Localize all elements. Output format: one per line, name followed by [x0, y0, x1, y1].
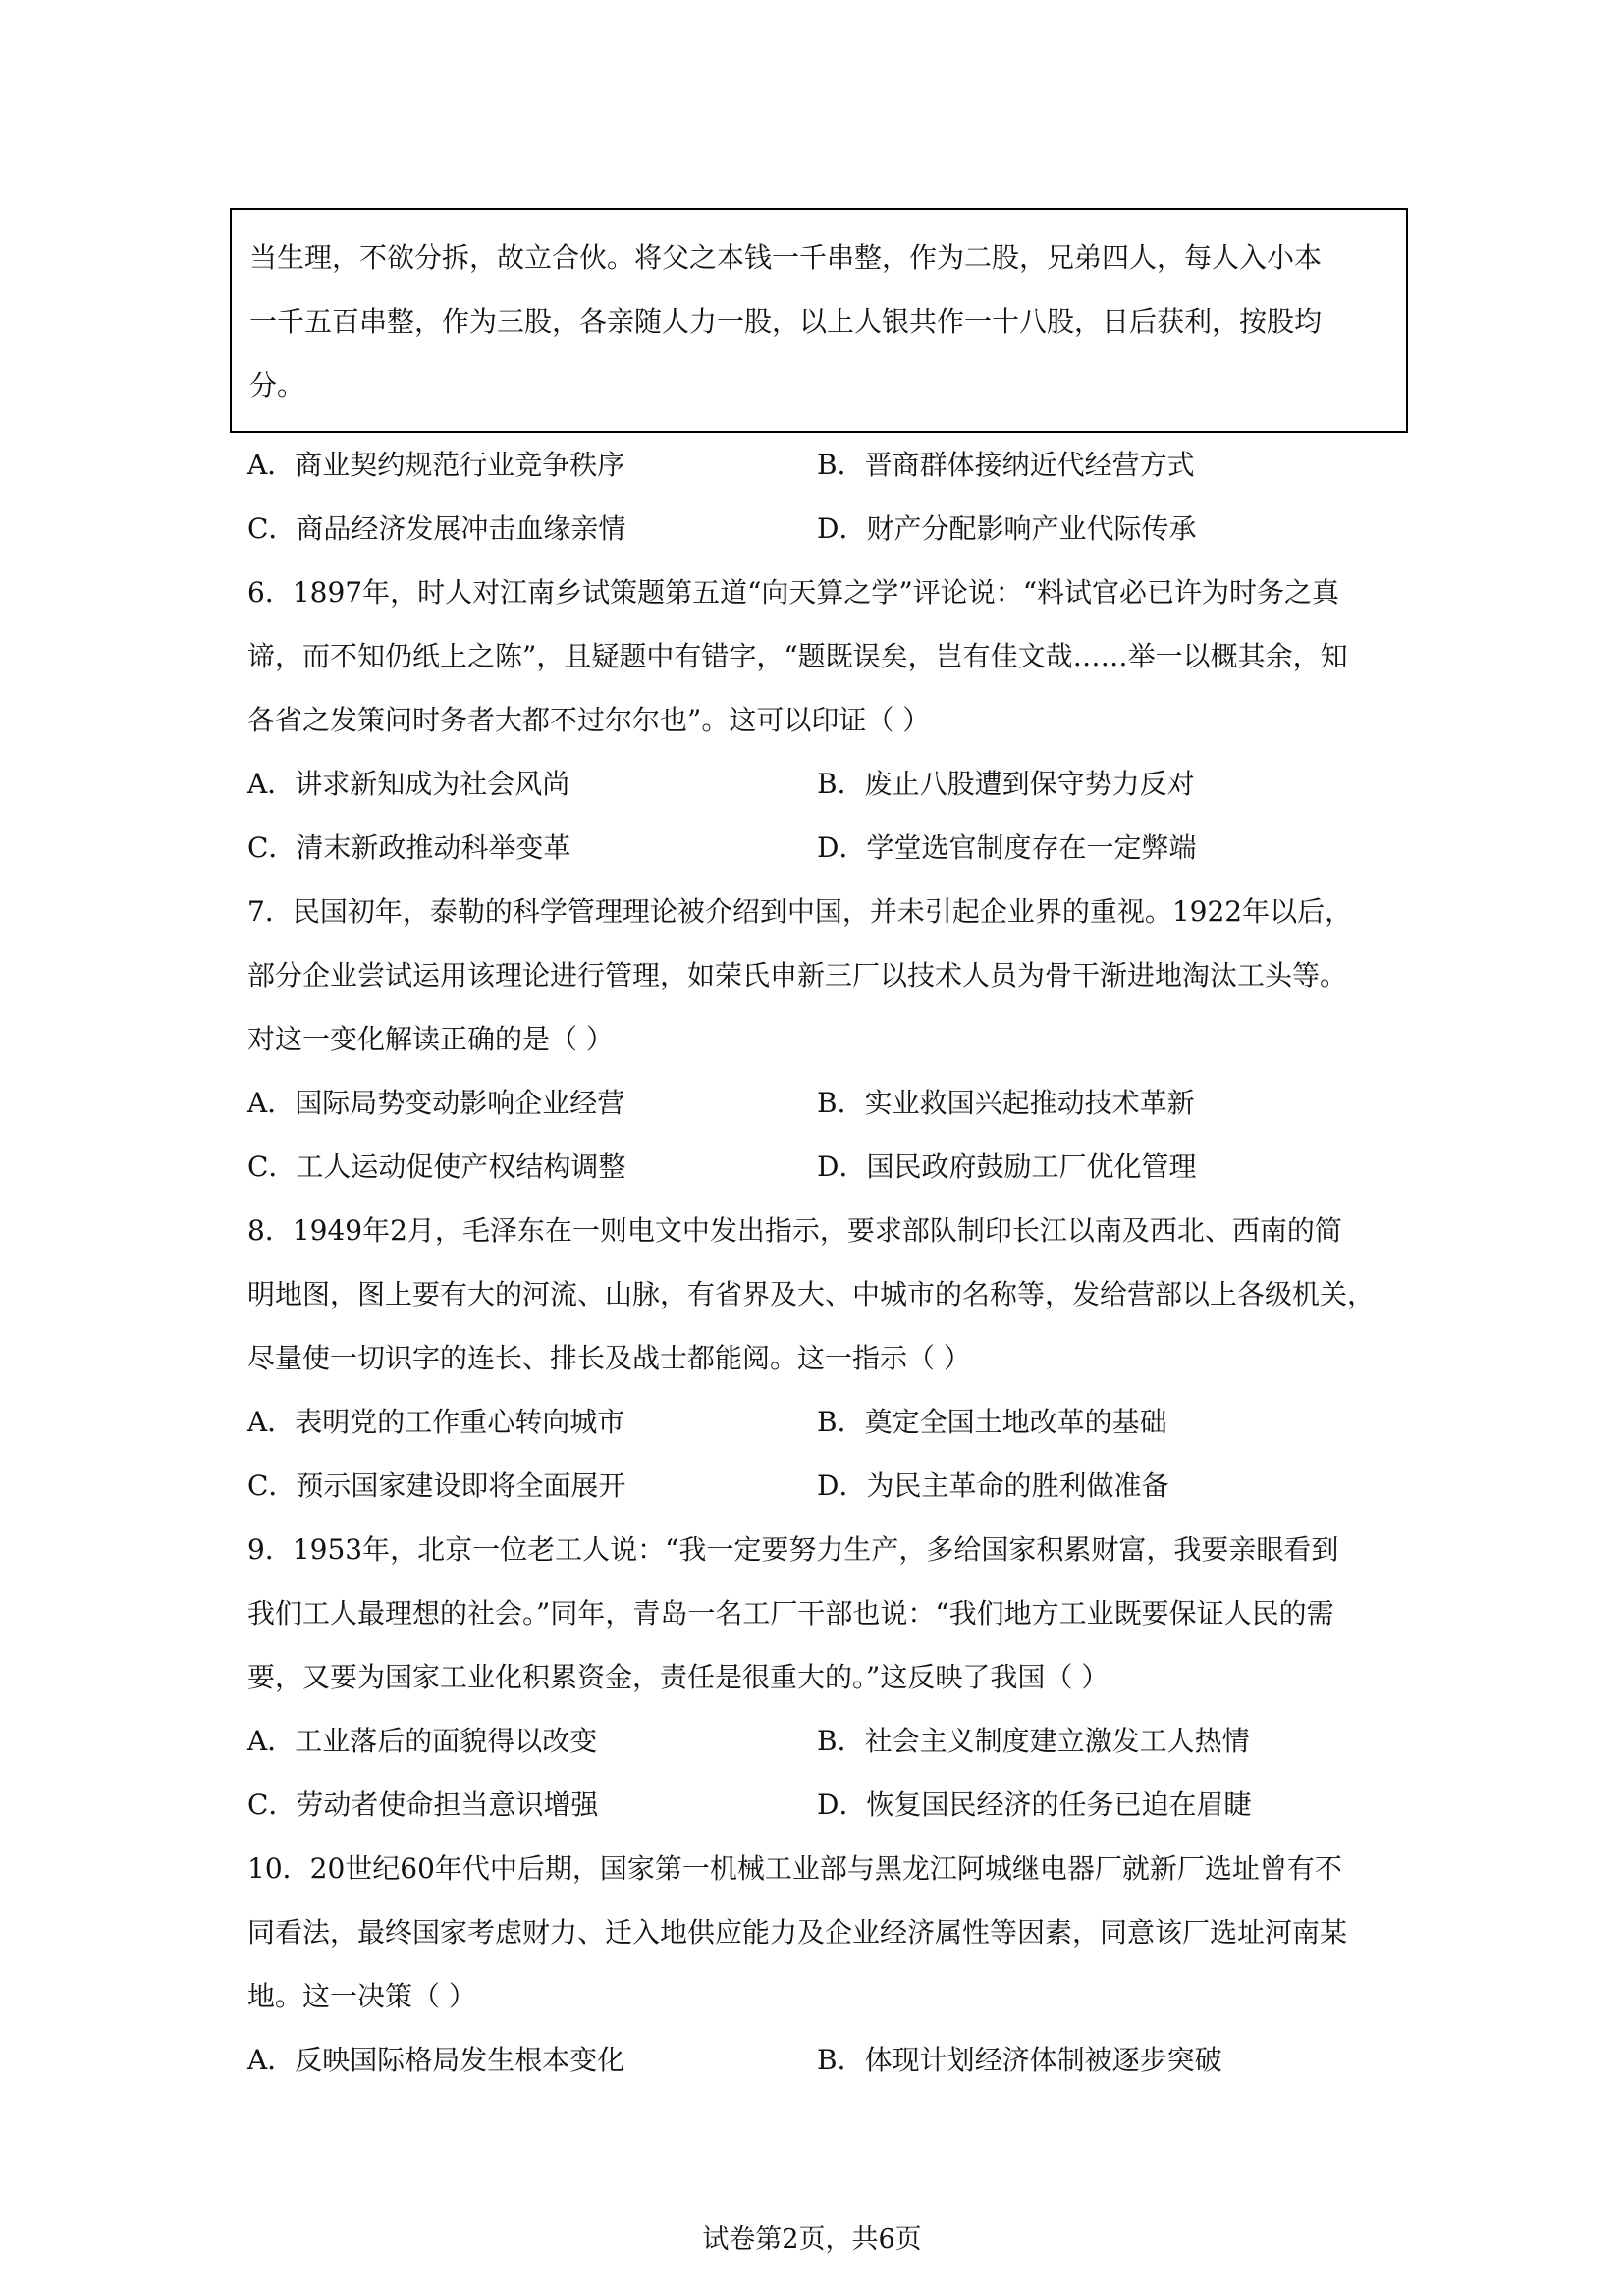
- option-row: [247, 497, 1386, 561]
- question-line: 地。这一决策（ ）: [247, 1980, 476, 2012]
- question-line: 6．1897年，时人对江南乡试策题第五道“向天算之学”评论说：“料试官必已许为时务之真: [247, 576, 1340, 609]
- question-line: 明地图，图上要有大的河流、山脉，有省界及大、中城市的名称等，发给营部以上各级机关，: [247, 1278, 1376, 1310]
- option-row: [247, 816, 1386, 880]
- question-6: [247, 561, 1386, 880]
- question-line: 10．20世纪60年代中后期，国家第一机械工业部与黑龙江阿城继电器厂就新厂选址曾有不: [247, 1852, 1342, 1885]
- option-row: [247, 752, 1386, 816]
- option-c: C．劳动者使命担当意识增强: [247, 1789, 599, 1821]
- question-line: 同看法，最终国家考虑财力、迁入地供应能力及企业经济属性等因素，同意该厂选址河南某: [247, 1916, 1348, 1949]
- question-line: 部分企业尝试运用该理论进行管理，如荣氏申新三厂以技术人员为骨干渐进地淘汰工头等。: [247, 959, 1348, 991]
- option-a: A．国际局势变动影响企业经营: [247, 1087, 625, 1119]
- option-c: C．清末新政推动科举变革: [247, 831, 571, 864]
- option-row: [247, 1071, 1386, 1135]
- option-a: A．反映国际格局发生根本变化: [247, 2044, 625, 2076]
- option-row: [247, 433, 1386, 497]
- option-row: [247, 1454, 1386, 1518]
- option-d: D．恢复国民经济的任务已迫在眉睫: [817, 1789, 1252, 1821]
- question-line: 谛，而不知仍纸上之陈”，且疑题中有错字，“题既误矣，岂有佳文哉……举一以概其余，知: [247, 640, 1348, 672]
- option-b: B．晋商群体接纳近代经营方式: [817, 449, 1195, 481]
- option-a: A．工业落后的面貌得以改变: [247, 1725, 598, 1757]
- option-c: C．工人运动促使产权结构调整: [247, 1150, 626, 1183]
- question-9: [247, 1518, 1386, 1837]
- option-b: B．体现计划经济体制被逐步突破: [817, 2044, 1222, 2076]
- option-a: A．讲求新知成为社会风尚: [247, 768, 570, 800]
- option-row: [247, 1773, 1386, 1837]
- passage-line: 当生理，不欲分拆，故立合伙。将父之本钱一千串整，作为二股，兄弟四人，每人入小本: [249, 241, 1323, 274]
- option-c: C．商品经济发展冲击血缘亲情: [247, 512, 626, 545]
- passage-box: [230, 208, 1408, 433]
- question-line: 9．1953年，北京一位老工人说：“我一定要努力生产，多给国家积累财富，我要亲眼看到: [247, 1533, 1339, 1566]
- option-b: B．奠定全国土地改革的基础: [817, 1406, 1167, 1438]
- option-b: B．废止八股遭到保守势力反对: [817, 768, 1195, 800]
- question-5-options: [247, 433, 1386, 561]
- option-b: B．社会主义制度建立激发工人热情: [817, 1725, 1250, 1757]
- page-content: [247, 208, 1386, 2092]
- option-b: B．实业救国兴起推动技术革新: [817, 1087, 1195, 1119]
- question-10: [247, 1837, 1386, 2092]
- question-line: 我们工人最理想的社会。”同年，青岛一名工厂干部也说：“我们地方工业既要保证人民的需: [247, 1597, 1334, 1629]
- page-footer: 试卷第2页，共6页: [702, 2224, 922, 2255]
- option-a: A．商业契约规范行业竞争秩序: [247, 449, 625, 481]
- question-line: 8．1949年2月，毛泽东在一则电文中发出指示，要求部队制印长江以南及西北、西南的简: [247, 1214, 1342, 1247]
- question-line: 7．民国初年，泰勒的科学管理理论被介绍到中国，并未引起企业界的重视。1922年以后，: [247, 895, 1353, 928]
- question-line: 各省之发策问时务者大都不过尔尔也”。这可以印证（ ）: [247, 704, 931, 736]
- option-d: D．国民政府鼓励工厂优化管理: [817, 1150, 1197, 1183]
- option-d: D．为民主革命的胜利做准备: [817, 1469, 1169, 1502]
- option-row: [247, 1390, 1386, 1454]
- passage-line: 分。: [249, 369, 305, 401]
- option-a: A．表明党的工作重心转向城市: [247, 1406, 625, 1438]
- question-7: [247, 880, 1386, 1199]
- option-d: D．学堂选官制度存在一定弊端: [817, 831, 1197, 864]
- option-row: [247, 2028, 1386, 2092]
- option-row: [247, 1709, 1386, 1773]
- option-d: D．财产分配影响产业代际传承: [817, 512, 1197, 545]
- question-line: 要，又要为国家工业化积累资金，责任是很重大的。”这反映了我国（ ）: [247, 1661, 1110, 1693]
- question-8: [247, 1199, 1386, 1518]
- option-c: C．预示国家建设即将全面展开: [247, 1469, 626, 1502]
- question-line: 尽量使一切识字的连长、排长及战士都能阅。这一指示（ ）: [247, 1342, 971, 1374]
- question-line: 对这一变化解读正确的是（ ）: [247, 1023, 614, 1055]
- passage-line: 一千五百串整，作为三股，各亲随人力一股，以上人银共作一十八股，日后获利，按股均: [249, 305, 1323, 338]
- option-row: [247, 1135, 1386, 1199]
